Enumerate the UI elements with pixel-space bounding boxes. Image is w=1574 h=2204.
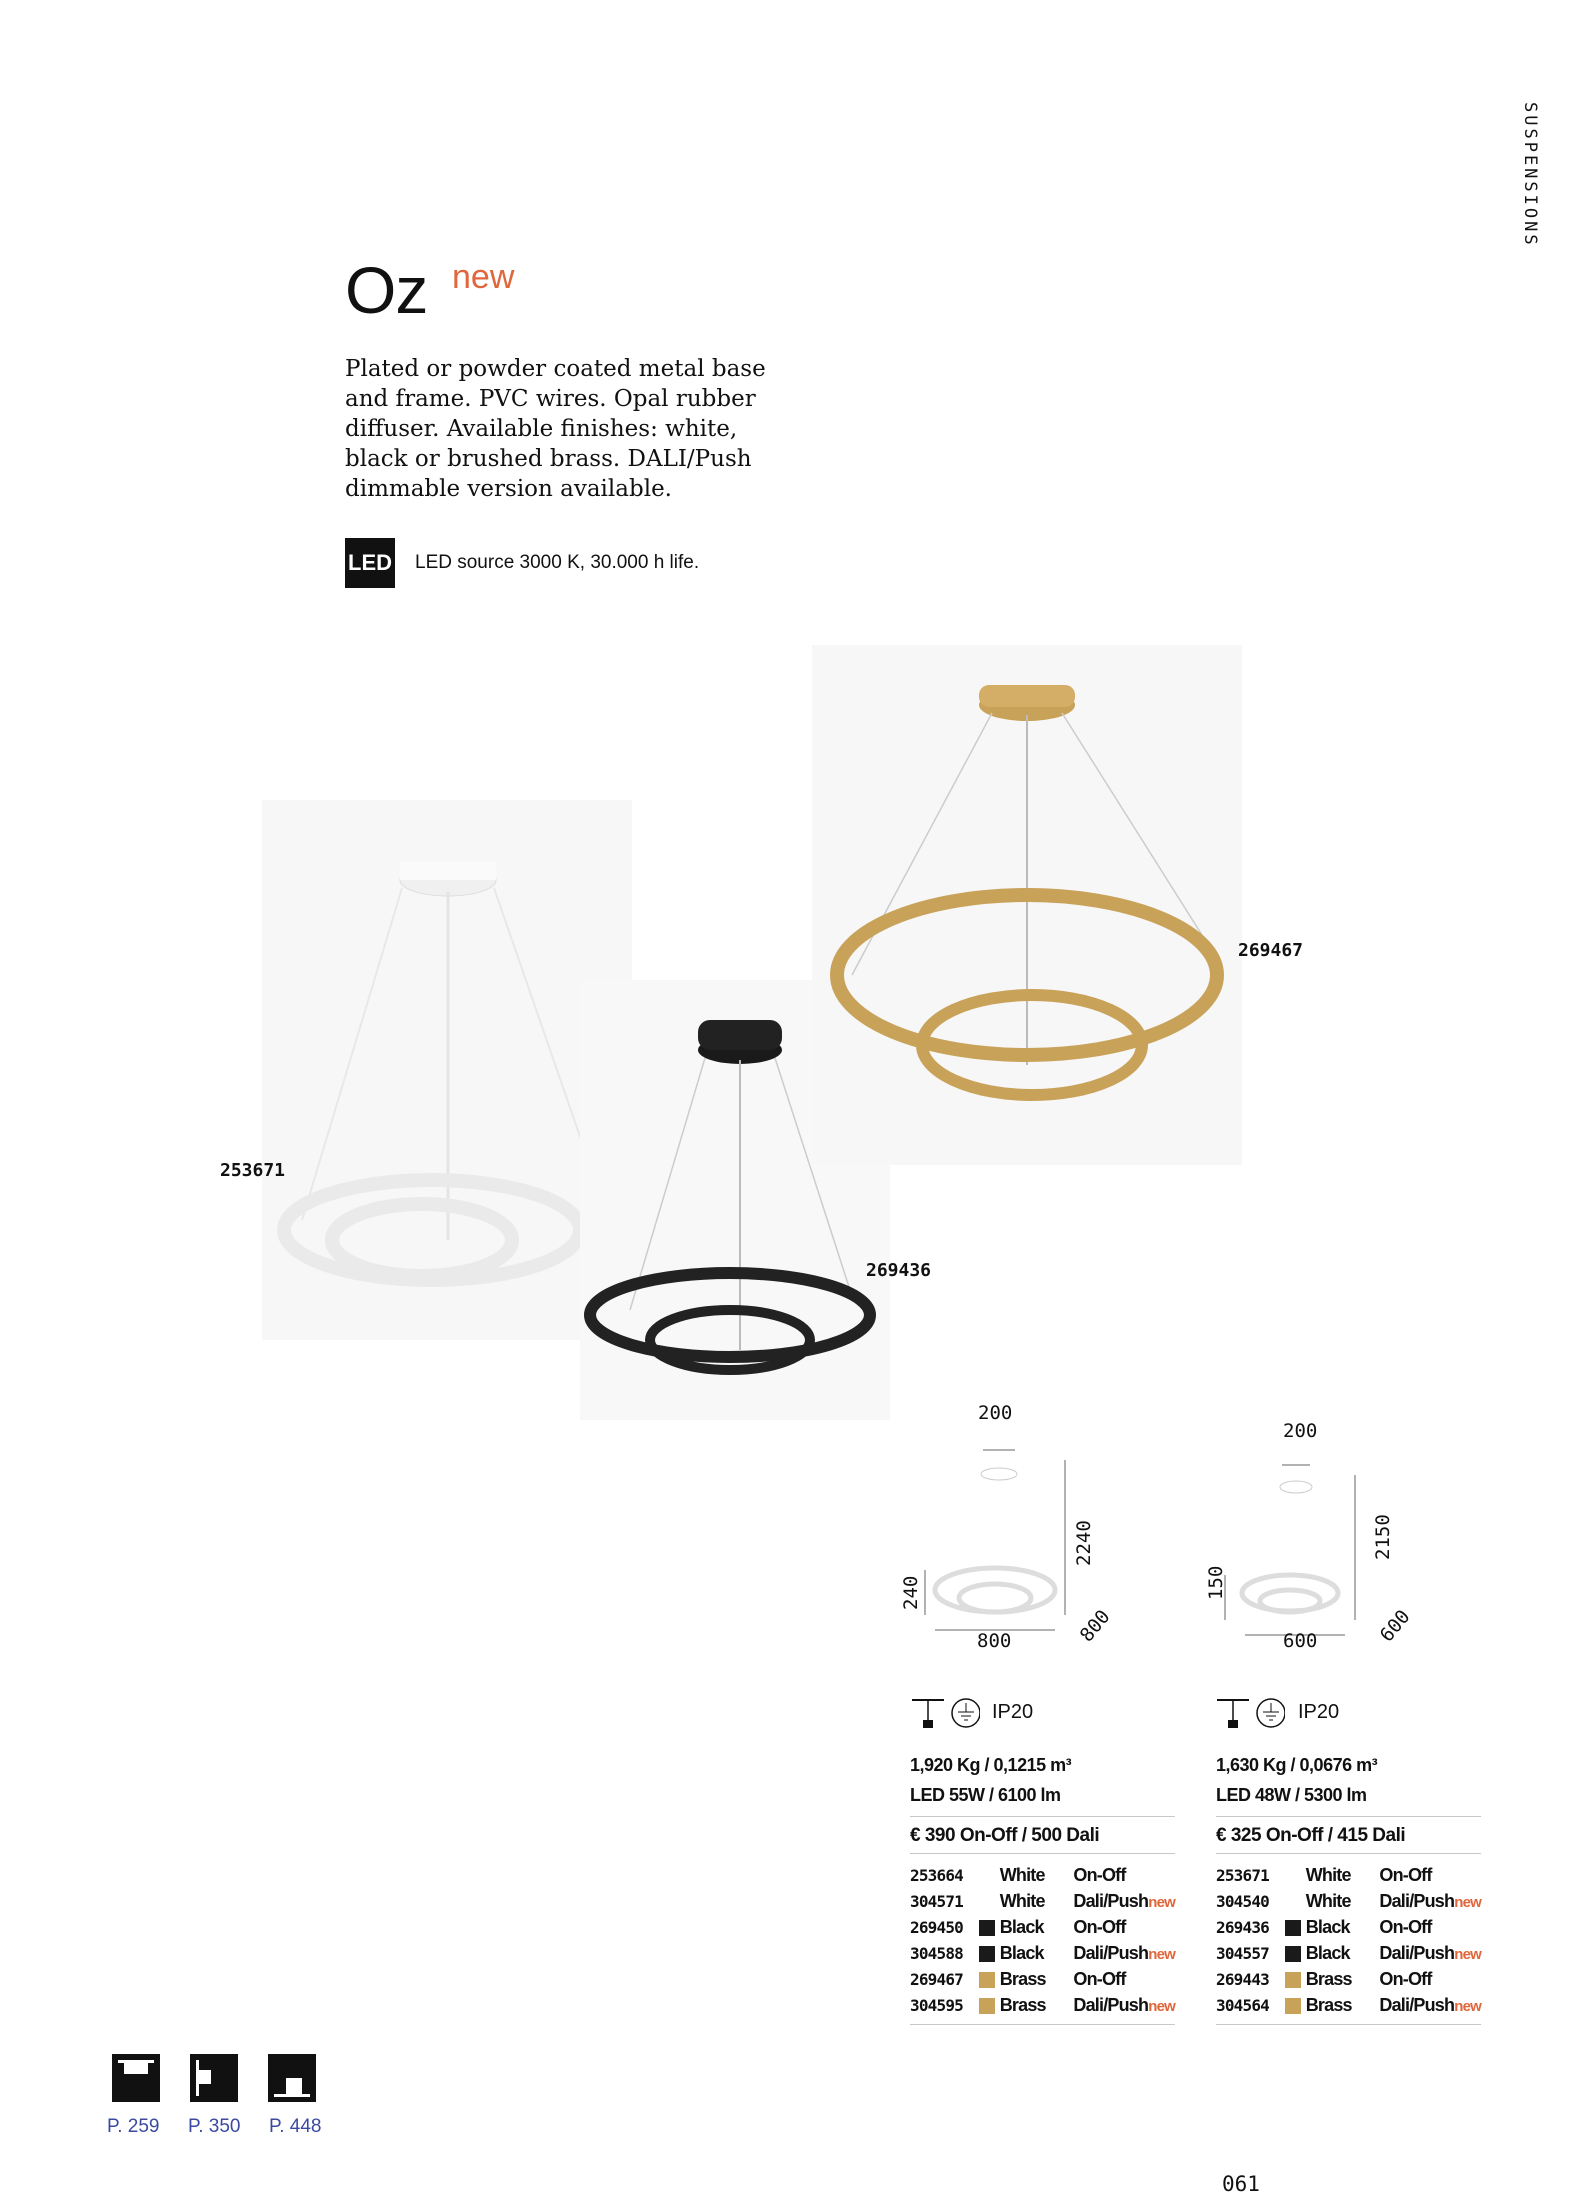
variant-control — [1073, 1914, 1175, 1940]
variant-code: 253671 — [1216, 1865, 1269, 1885]
finish-swatch — [979, 1888, 1000, 1914]
control-type: On-Off — [1379, 1864, 1432, 1885]
variant-control — [1379, 1914, 1481, 1940]
page-link-ceiling[interactable]: P. 259 — [107, 2116, 160, 2137]
variant-row — [1216, 1940, 1481, 1966]
variant-table — [910, 1862, 1175, 2018]
variant-finish: Black — [1305, 1916, 1350, 1937]
control-type: On-Off — [1379, 1968, 1432, 1989]
variant-finish: Brass — [999, 1994, 1046, 2015]
finish-swatch — [1285, 1992, 1306, 2018]
variant-row — [910, 1992, 1175, 2018]
product-description: Plated or powder coated metal base and frame. PVC wires. Opal rubber diffuser. Available finishes: white, black or brushed brass. DALI/Push dimmable version available. — [345, 356, 766, 502]
variant-row — [1216, 1862, 1481, 1888]
finish-swatch-icon — [979, 1972, 995, 1988]
variant-control — [1073, 1888, 1175, 1914]
section-label: SUSPENSIONS — [1520, 102, 1540, 248]
variant-row — [1216, 1992, 1481, 2018]
control-type: On-Off — [1073, 1916, 1126, 1937]
variant-control — [1379, 1862, 1481, 1888]
variant-code: 304588 — [910, 1943, 963, 1963]
finish-swatch — [979, 1966, 1000, 1992]
variant-row — [910, 1862, 1175, 1888]
finish-swatch — [1285, 1914, 1306, 1940]
photo-label-black: 269436 — [866, 1260, 932, 1281]
related-families — [112, 2054, 316, 2102]
variant-row — [1216, 1888, 1481, 1914]
pendant-icon — [1215, 1696, 1285, 1735]
variant-code: 304557 — [1216, 1943, 1269, 1963]
finish-swatch-icon — [979, 1894, 995, 1910]
photo-label-brass: 269467 — [1238, 940, 1304, 961]
finish-swatch — [979, 1862, 1000, 1888]
variant-code: 269443 — [1216, 1969, 1269, 1989]
variant-finish: Black — [1305, 1942, 1350, 1963]
dim-width-1: 800 — [977, 1630, 1012, 1652]
finish-swatch-icon — [979, 1998, 995, 2014]
new-badge: new — [1454, 1997, 1481, 2015]
variant-control — [1073, 1940, 1175, 1966]
variant-finish: White — [999, 1890, 1045, 1911]
dim-depth-2: 600 — [1375, 1605, 1415, 1647]
photo-label-white: 253671 — [220, 1160, 286, 1181]
product-title: Oz — [345, 253, 428, 327]
variant-control — [1073, 1966, 1175, 1992]
dim-height-2: 2150 — [1372, 1514, 1394, 1560]
ip-rating-2: IP20 — [1298, 1701, 1340, 1723]
page-link-wall[interactable]: P. 350 — [188, 2116, 241, 2137]
variant-finish: White — [1305, 1864, 1351, 1885]
variant-table — [1216, 1862, 1481, 2018]
finish-swatch-icon — [1285, 1868, 1301, 1884]
dim-height-1: 2240 — [1073, 1520, 1095, 1566]
control-type: On-Off — [1379, 1916, 1432, 1937]
new-badge: new — [1148, 1945, 1175, 1963]
ip-rating-1: IP20 — [992, 1701, 1034, 1723]
control-type: On-Off — [1073, 1864, 1126, 1885]
brass-lamp-illustration — [812, 645, 1242, 1165]
dim-depth-1: 800 — [1075, 1605, 1115, 1647]
finish-swatch-icon — [1285, 1946, 1301, 1962]
finish-swatch-icon — [979, 1920, 995, 1936]
finish-swatch-icon — [1285, 1894, 1301, 1910]
control-type: Dali/Push — [1073, 1890, 1149, 1911]
floor-icon[interactable] — [268, 2054, 316, 2102]
control-type: Dali/Push — [1073, 1942, 1149, 1963]
variant-finish: Brass — [1305, 1994, 1352, 2015]
variant-control — [1379, 1940, 1481, 1966]
variant-control — [1379, 1888, 1481, 1914]
page-number: 061 — [1222, 2172, 1260, 2196]
variant-row — [1216, 1966, 1481, 1992]
spec-block-600 — [1216, 1750, 1481, 2033]
variant-row — [1216, 1914, 1481, 1940]
new-badge: new — [1454, 1945, 1481, 1963]
dim-width-2: 600 — [1283, 1630, 1318, 1652]
finish-swatch — [1285, 1966, 1306, 1992]
power: LED 48W / 5300 lm — [1216, 1785, 1367, 1805]
weight: 1,920 Kg / 0,1215 m³ — [910, 1755, 1072, 1775]
variant-code: 304571 — [910, 1891, 963, 1911]
new-badge: new — [1148, 1997, 1175, 2015]
dim-base-2: 200 — [1283, 1420, 1318, 1442]
variant-finish: Brass — [999, 1968, 1046, 1989]
price: € 390 On-Off / 500 Dali — [910, 1825, 1100, 1846]
variant-code: 253664 — [910, 1865, 963, 1885]
variant-control — [1379, 1966, 1481, 1992]
variant-control — [1073, 1992, 1175, 2018]
variant-code: 304564 — [1216, 1995, 1269, 2015]
spec-block-800 — [910, 1750, 1175, 2033]
white-lamp-illustration — [262, 800, 632, 1340]
dim-ring-2: 150 — [1205, 1565, 1227, 1600]
control-type: Dali/Push — [1379, 1942, 1455, 1963]
finish-swatch — [979, 1940, 1000, 1966]
finish-swatch-icon — [1285, 1972, 1301, 1988]
new-badge: new — [452, 258, 515, 296]
finish-swatch — [1285, 1862, 1306, 1888]
dim-base-1: 200 — [978, 1402, 1013, 1424]
finish-swatch — [1285, 1888, 1306, 1914]
photo-white-lamp — [262, 800, 632, 1340]
variant-code: 269467 — [910, 1969, 963, 1989]
photo-brass-lamp — [812, 645, 1242, 1165]
variant-control — [1379, 1992, 1481, 2018]
variant-code: 304540 — [1216, 1891, 1269, 1911]
variant-control — [1073, 1862, 1175, 1888]
power: LED 55W / 6100 lm — [910, 1785, 1061, 1805]
variant-finish: White — [1305, 1890, 1351, 1911]
new-badge: new — [1454, 1893, 1481, 1911]
control-type: Dali/Push — [1379, 1890, 1455, 1911]
led-icon: LED — [345, 538, 395, 588]
dim-ring-1: 240 — [900, 1575, 922, 1610]
control-type: Dali/Push — [1073, 1994, 1149, 2015]
variant-code: 269436 — [1216, 1917, 1269, 1937]
variant-finish: White — [999, 1864, 1045, 1885]
page-link-floor[interactable]: P. 448 — [269, 2116, 322, 2137]
finish-swatch-icon — [979, 1868, 995, 1884]
variant-row — [910, 1966, 1175, 1992]
wall-icon[interactable] — [190, 2054, 238, 2102]
price: € 325 On-Off / 415 Dali — [1216, 1825, 1406, 1846]
variant-finish: Black — [999, 1916, 1044, 1937]
finish-swatch-icon — [1285, 1920, 1301, 1936]
new-badge: new — [1148, 1893, 1175, 1911]
ceiling-icon[interactable] — [112, 2054, 160, 2102]
variant-row — [910, 1888, 1175, 1914]
variant-code: 304595 — [910, 1995, 963, 2015]
finish-swatch — [979, 1992, 1000, 2018]
variant-row — [910, 1940, 1175, 1966]
weight: 1,630 Kg / 0,0676 m³ — [1216, 1755, 1378, 1775]
finish-swatch — [979, 1914, 1000, 1940]
finish-swatch-icon — [1285, 1998, 1301, 2014]
control-type: Dali/Push — [1379, 1994, 1455, 2015]
control-type: On-Off — [1073, 1968, 1126, 1989]
led-source-text: LED source 3000 K, 30.000 h life. — [415, 552, 700, 573]
variant-finish: Brass — [1305, 1968, 1352, 1989]
variant-finish: Black — [999, 1942, 1044, 1963]
variant-code: 269450 — [910, 1917, 963, 1937]
pendant-icon — [910, 1696, 980, 1735]
variant-row — [910, 1914, 1175, 1940]
finish-swatch-icon — [979, 1946, 995, 1962]
finish-swatch — [1285, 1940, 1306, 1966]
